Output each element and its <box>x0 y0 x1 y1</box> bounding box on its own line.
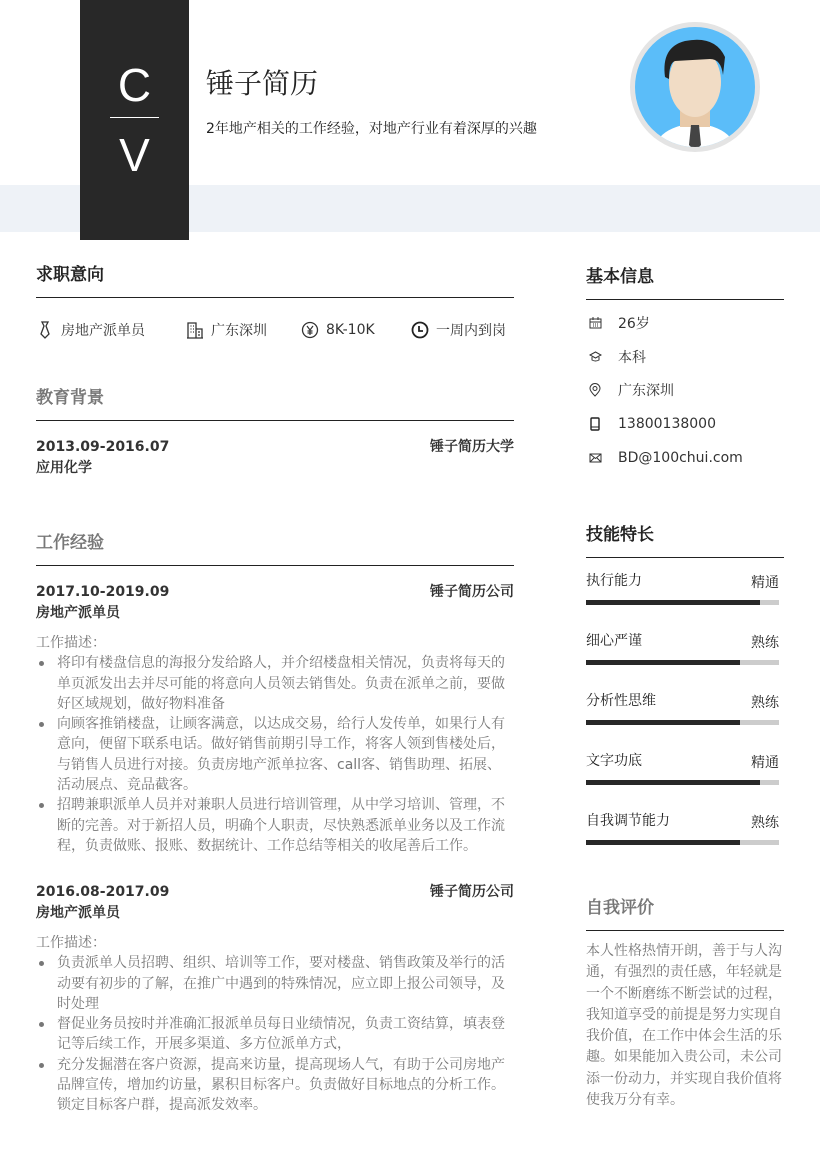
skill-level: 精通 <box>751 755 779 771</box>
work-section <box>36 532 514 856</box>
skill-bar <box>586 600 779 605</box>
section-title: 基本信息 <box>586 267 654 287</box>
phone-icon <box>588 415 602 433</box>
yen-icon <box>301 321 319 339</box>
skill-level: 熟练 <box>751 815 779 831</box>
job-company: 锤子简历公司 <box>430 884 514 900</box>
divider <box>586 557 784 558</box>
job-entry <box>36 882 514 1116</box>
job-role: 房地产派单员 <box>36 605 120 621</box>
intent-position: 房地产派单员 <box>36 320 186 340</box>
skill-bar-fill <box>586 840 740 845</box>
job-date: 2017.10-2019.09 <box>36 584 170 600</box>
resume-name: 锤子简历 <box>206 67 319 100</box>
basic-info-section <box>586 266 784 481</box>
skill-bar <box>586 780 779 785</box>
resume-summary: 2年地产相关的工作经验，对地产行业有着深厚的兴趣 <box>206 121 537 137</box>
job-date: 2016.08-2017.09 <box>36 884 170 900</box>
divider <box>586 299 784 300</box>
edu-date: 2013.09-2016.07 <box>36 439 170 455</box>
skill-item <box>586 570 784 618</box>
job-bullet: 向顾客推销楼盘，让顾客满意，以达成交易，给行人发传单，如果行人有意向，便留下联系电话。做好销售前期引导工作，将客人领到售楼处后，与销售人员进行对接。负责房地产派单拉客、call客、销售助理、拓展、活动展点、竞品截客。 <box>36 714 514 795</box>
job-bullet: 招聘兼职派单人员并对兼职人员进行培训管理，从中学习培训、管理，不断的完善。对于新招人员，明确个人职责，尽快熟悉派单业务以及工作流程，负责做账、报账、数据统计、工作总结等相关的收尾善后工作。 <box>36 795 514 856</box>
tie-icon <box>36 321 54 339</box>
avatar <box>630 22 760 152</box>
skill-level: 精通 <box>751 575 779 591</box>
skill-bar-fill <box>586 780 760 785</box>
edu-school: 锤子简历大学 <box>430 439 514 455</box>
info-age: 26岁 <box>586 313 784 333</box>
building-icon <box>186 321 204 339</box>
clock-icon <box>411 321 429 339</box>
skill-name: 执行能力 <box>586 573 642 589</box>
mail-icon <box>588 449 602 467</box>
info-phone: 13800138000 <box>586 414 784 434</box>
skill-bar-fill <box>586 660 740 665</box>
self-evaluation-text: 本人性格热情开朗，善于与人沟通，有强烈的责任感，年轻就是一个不断磨练不断尝试的过程，我知道享受的前提是努力实现自我价值，在工作中体会生活的乐趣。如果能加入贵公司，未公司添一份动力，并实现自我价值将使我万分有幸。 <box>586 943 782 1109</box>
cv-divider <box>110 117 159 118</box>
calendar-icon <box>588 314 602 332</box>
cv-badge <box>80 0 189 240</box>
section-title: 工作经验 <box>36 533 104 553</box>
education-section <box>36 387 514 479</box>
edu-major: 应用化学 <box>36 460 92 476</box>
skill-name: 文字功底 <box>586 753 642 769</box>
skill-name: 自我调节能力 <box>586 813 670 829</box>
job-role: 房地产派单员 <box>36 905 120 921</box>
graduation-cap-icon <box>588 348 602 366</box>
location-pin-icon <box>588 381 602 399</box>
skill-level: 熟练 <box>751 695 779 711</box>
skill-name: 分析性思维 <box>586 693 656 709</box>
job-bullet: 督促业务员按时并准确汇报派单员每日业绩情况，负责工资结算，填表登记等后续工作，开展多渠道、多方位派单方式， <box>36 1014 514 1055</box>
info-email: BD@100chui.com <box>586 448 784 468</box>
intent-salary: 8K-10K <box>301 321 411 339</box>
self-evaluation-section <box>586 897 784 1111</box>
info-degree: 本科 <box>586 347 784 367</box>
skill-item <box>586 750 784 798</box>
job-bullet: 负责派单人员招聘、组织、培训等工作，要对楼盘、销售政策及举行的活动要有初步的了解，在推广中遇到的特殊情况，应立即上报公司领导，及时处理 <box>36 953 514 1014</box>
section-title: 自我评价 <box>586 898 654 918</box>
skill-name: 细心严谨 <box>586 633 642 649</box>
section-title: 求职意向 <box>36 265 104 285</box>
divider <box>36 297 514 298</box>
divider <box>586 930 784 931</box>
skill-bar <box>586 660 779 665</box>
skill-item <box>586 690 784 738</box>
job-desc-label: 工作描述： <box>36 935 106 951</box>
skill-level: 熟练 <box>751 635 779 651</box>
skill-bar-fill <box>586 720 740 725</box>
skill-item <box>586 810 784 858</box>
job-intent-section <box>36 264 514 340</box>
info-location: 广东深圳 <box>586 380 784 400</box>
divider <box>36 420 514 421</box>
cv-letter-c: C <box>117 59 152 111</box>
job-bullet: 将印有楼盘信息的海报分发给路人，并介绍楼盘相关情况，负责将每天的单页派发出去并尽可能的将意向人员领去销售处。负责在派单之前，要做好区域规划，做好物料准备 <box>36 653 514 714</box>
section-title: 技能特长 <box>586 525 654 545</box>
section-title: 教育背景 <box>36 388 104 408</box>
divider <box>36 565 514 566</box>
job-desc-label: 工作描述： <box>36 635 106 651</box>
intent-availability: 一周内到岗 <box>411 320 506 340</box>
intent-city: 广东深圳 <box>186 320 301 340</box>
cv-letter-v: V <box>119 129 150 181</box>
job-bullet: 充分发掘潜在客户资源，提高来访量，提高现场人气，有助于公司房地产品牌宣传，增加约访量，累积目标客户。负责做好目标地点的分析工作。锁定目标客户群，提高派发效率。 <box>36 1055 514 1116</box>
skill-bar <box>586 840 779 845</box>
skills-section <box>586 524 784 858</box>
skill-bar-fill <box>586 600 760 605</box>
skill-item <box>586 630 784 678</box>
job-company: 锤子简历公司 <box>430 584 514 600</box>
skill-bar <box>586 720 779 725</box>
job-entry <box>36 582 514 856</box>
